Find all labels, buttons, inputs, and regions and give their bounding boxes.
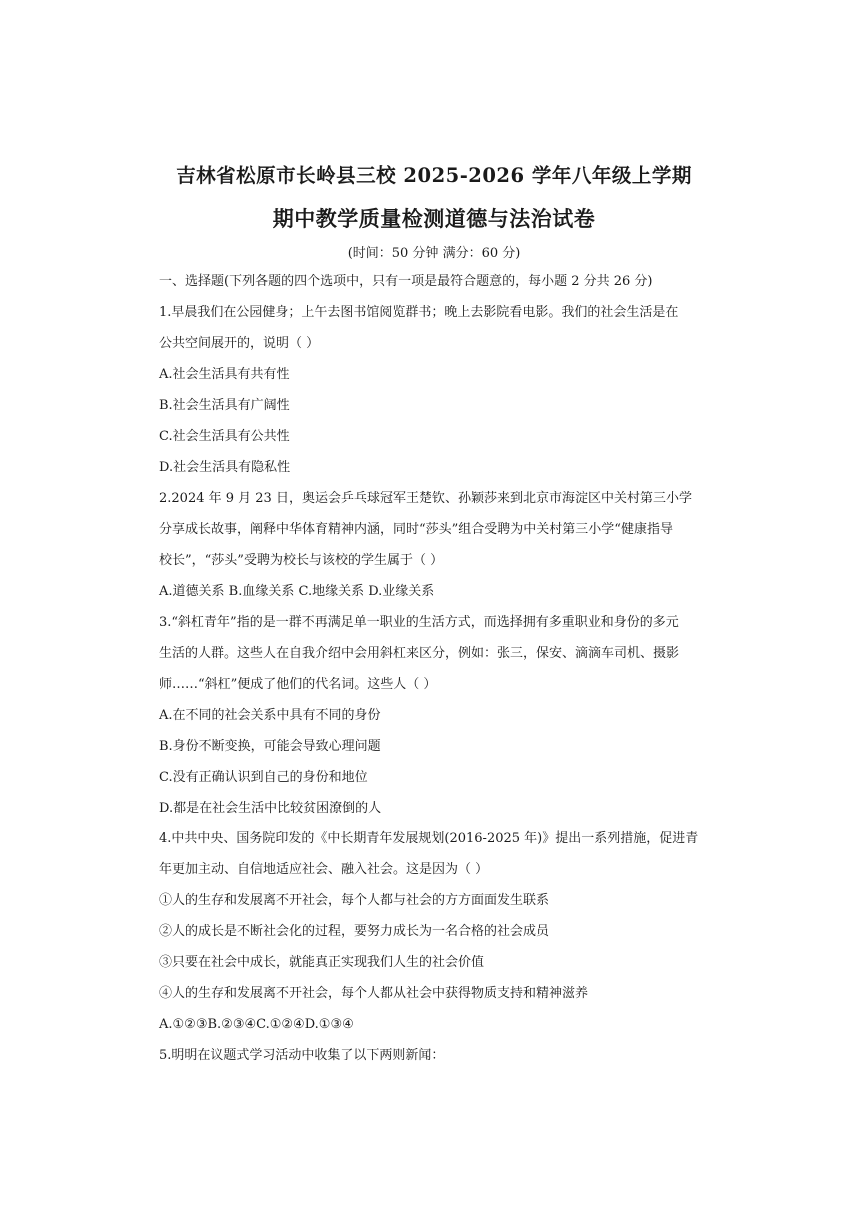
- question-2-line-1: 2.2024 年 9 月 23 日，奥运会乒乓球冠军王楚钦、孙颖莎来到北京市海淀区中关村第三小学: [159, 491, 692, 506]
- question-3-option-a: A.在不同的社会关系中具有不同的身份: [159, 708, 381, 723]
- question-1-option-c: C.社会生活具有公共性: [159, 429, 290, 444]
- question-4-statement-2: ②人的成长是不断社会化的过程，要努力成长为一名合格的社会成员: [159, 924, 550, 939]
- question-1-option-a: A.社会生活具有共有性: [159, 367, 290, 382]
- question-3-line-3: 师……“斜杠”便成了他们的代名词。这些人（ ）: [159, 677, 437, 692]
- question-4-options: A.①②③B.②③④C.①②④D.①③④: [159, 1017, 354, 1032]
- question-4-statement-4: ④人的生存和发展离不开社会，每个人都从社会中获得物质支持和精神滋养: [159, 986, 589, 1001]
- question-1-option-b: B.社会生活具有广阔性: [159, 398, 290, 413]
- question-3-line-2: 生活的人群。这些人在自我介绍中会用斜杠来区分，例如：张三，保安、滴滴车司机、摄影: [159, 646, 680, 661]
- question-4-statement-1: ①人的生存和发展离不开社会，每个人都与社会的方方面面发生联系: [159, 893, 550, 908]
- question-1-line-2: 公共空间展开的，说明（ ）: [159, 336, 320, 351]
- question-3-option-b: B.身份不断变换，可能会导致心理问题: [159, 739, 381, 754]
- question-4-line-1: 4.中共中央、国务院印发的《中长期青年发展规划(2016-2025 年)》提出一系列措施，促进青: [159, 831, 699, 846]
- question-3-option-c: C.没有正确认识到自己的身份和地位: [159, 770, 368, 785]
- question-4-statement-3: ③只要在社会中成长，就能真正实现我们人生的社会价值: [159, 955, 485, 970]
- section-heading: 一、选择题(下列各题的四个选项中，只有一项是最符合题意的，每小题 2 分共 26 分): [159, 274, 653, 289]
- exam-title-line-2: 期中教学质量检测道德与法治试卷: [272, 206, 596, 231]
- question-1-line-1: 1.早晨我们在公园健身；上午去图书馆阅览群书；晚上去影院看电影。我们的社会生活是在: [159, 305, 679, 320]
- exam-title-line-1: 吉林省松原市长岭县三校 2025-2026 学年八年级上学期: [176, 164, 692, 187]
- question-2-line-3: 校长”，“莎头”受聘为校长与该校的学生属于（ ）: [159, 553, 444, 568]
- exam-time-and-score: (时间：50 分钟 满分：60 分): [347, 246, 521, 261]
- question-2-line-2: 分享成长故事，阐释中华体育精神内涵，同时“莎头”组合受聘为中关村第三小学“健康指导: [159, 522, 673, 537]
- question-3-option-d: D.都是在社会生活中比较贫困潦倒的人: [159, 801, 382, 816]
- question-1-option-d: D.社会生活具有隐私性: [159, 460, 291, 475]
- question-5-line-1: 5.明明在议题式学习活动中收集了以下两则新闻：: [159, 1048, 445, 1063]
- question-4-line-2: 年更加主动、自信地适应社会、融入社会。这是因为（ ）: [159, 862, 489, 877]
- question-2-options: A.道德关系 B.血缘关系 C.地缘关系 D.业缘关系: [159, 584, 435, 599]
- question-3-line-1: 3.“斜杠青年”指的是一群不再满足单一职业的生活方式，而选择拥有多重职业和身份的多元: [159, 615, 679, 630]
